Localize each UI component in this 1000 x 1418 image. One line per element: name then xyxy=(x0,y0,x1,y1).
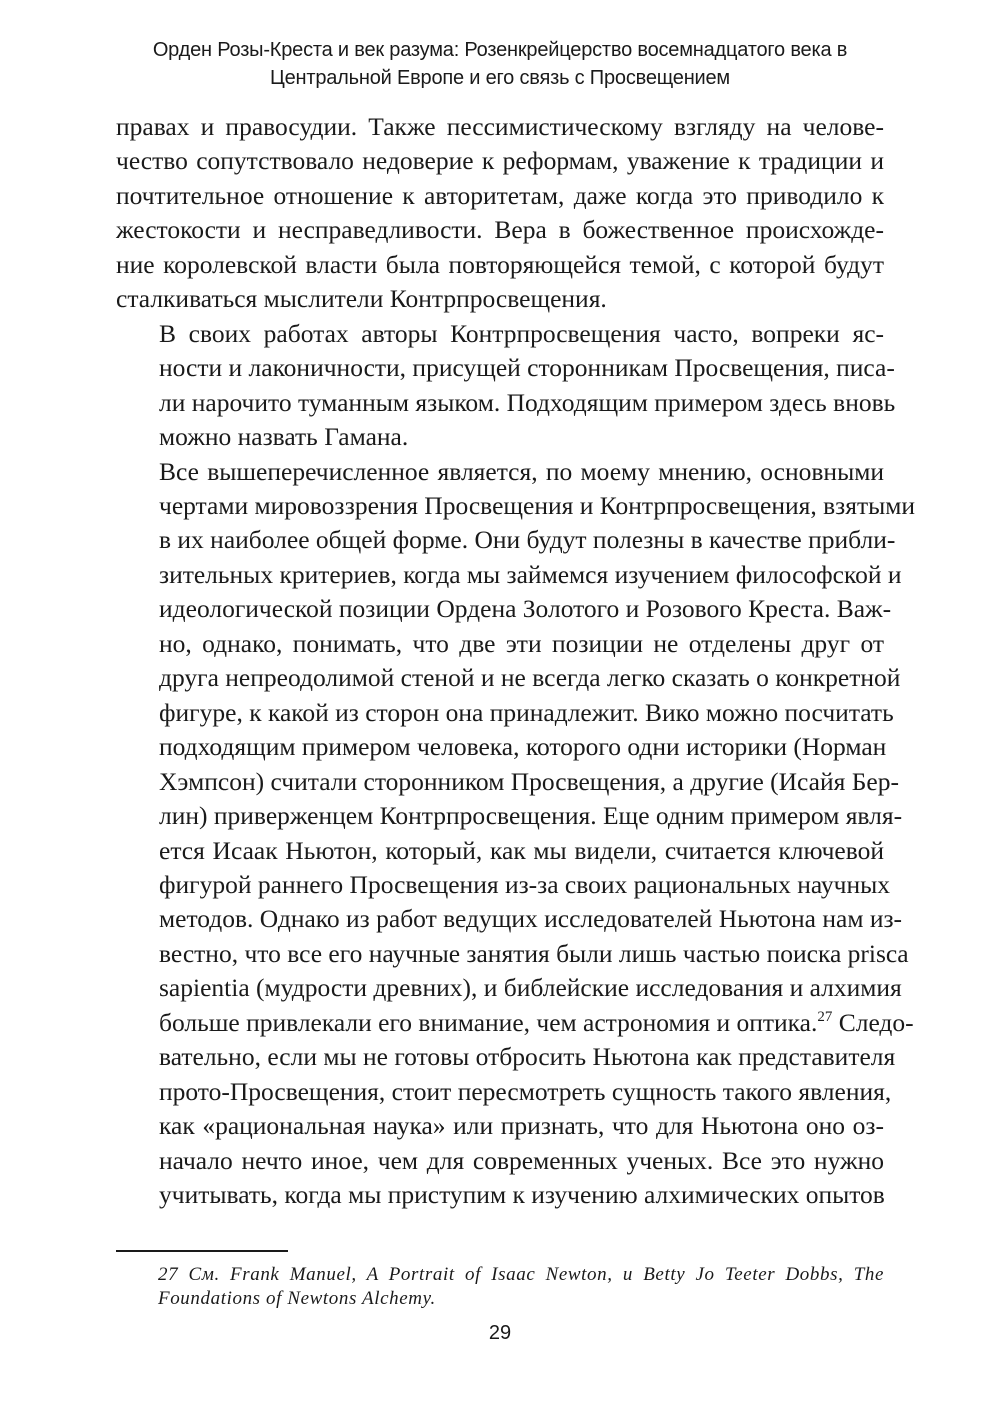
text-segment: больше привлекали его внимание, чем астрономия и оптика. xyxy=(159,1007,818,1037)
footnote-divider xyxy=(116,1250,288,1252)
text-line: ности и лаконичности, присущей сторонникам Просвещения, писа- xyxy=(159,353,895,383)
page-number: 29 xyxy=(488,1322,512,1344)
text-line: фигуре, к какой из сторон она принадлежит. Вико можно посчитать xyxy=(159,697,894,727)
footnote-reference: 27 xyxy=(817,1008,833,1025)
text-line: ется Исаак Ньютон, который, как мы видели, считается ключевой xyxy=(159,835,884,865)
footnote xyxy=(158,1263,884,1311)
paragraph-2 xyxy=(116,317,896,455)
text-line: но, однако, понимать, что две эти позиции не отделены друг от xyxy=(159,628,884,658)
text-line: В своих работах авторы Контрпросвещения часто, вопреки яс- xyxy=(159,318,884,348)
text-line: зительных критериев, когда мы займемся изучением философской и xyxy=(159,559,902,589)
text-line: Все вышеперечисленное является, по моему мнению, основными xyxy=(159,456,884,486)
text-line: идеологической позиции Ордена Золотого и Розового Креста. Важ- xyxy=(159,594,892,624)
paragraph-3 xyxy=(116,455,916,1213)
text-line: чертами мировоззрения Просвещения и Контрпросвещения, взятыми xyxy=(159,490,916,520)
text-line: вательно, если мы не готовы отбросить Ньютона как представителя xyxy=(159,1042,896,1072)
text-line: ли нарочито туманным языком. Подходящим примером здесь вновь xyxy=(159,387,896,417)
text-line: правах и правосудии. Также пессимистическому взгляду на челове- xyxy=(116,112,884,141)
text-line-with-footnote xyxy=(116,1006,914,1040)
text-line: прото-Просвещения, стоит пересмотреть сущность такого явления, xyxy=(159,1076,892,1106)
text-line: учитывать, когда мы приступим к изучению алхимических опытов xyxy=(159,1180,885,1210)
text-line: в их наиболее общей форме. Они будут полезны в качестве прибли- xyxy=(159,525,896,555)
text-line: как «рациональная наука» или признать, что для Ньютона оно оз- xyxy=(159,1111,884,1141)
text-line: подходящим примером человека, которого одни историки (Норман xyxy=(159,732,887,762)
text-line: sapientia (мудрости древних), и библейские исследования и алхимия xyxy=(159,973,902,1003)
running-head-line-1: Орден Розы-Креста и век разума: Розенкрейцерство восемнадцатого века в xyxy=(152,39,848,61)
text-line: вестно, что все его научные занятия были лишь частью поиска prisca xyxy=(159,938,909,968)
text-line: чество сопутствовало недоверие к реформам, уважение к традиции и xyxy=(116,146,884,176)
text-segment: Следо- xyxy=(832,1007,914,1037)
text-line: друга непреодолимой стеной и не всегда легко сказать о конкретной xyxy=(159,663,901,693)
text-line: почтительное отношение к авторитетам, даже когда это приводило к xyxy=(116,180,884,210)
running-head xyxy=(80,36,920,92)
text-line: методов. Однако из работ ведущих исследователей Ньютона нам из- xyxy=(159,904,903,934)
text-line: сталкиваться мыслители Контрпросвещения. xyxy=(116,284,607,314)
running-head-line-2: Центральной Европе и его связь с Просвещением xyxy=(270,67,730,89)
text-line: начало нечто иное, чем для современных ученых. Все это нужно xyxy=(159,1145,884,1175)
text-line: фигурой раннего Просвещения из-за своих рациональных научных xyxy=(159,869,890,899)
text-line: лин) приверженцем Контрпросвещения. Еще одним примером явля- xyxy=(159,801,903,831)
body-text xyxy=(116,110,916,1213)
paragraph-1 xyxy=(116,110,884,317)
text-line: ние королевской власти была повторяющейся темой, с которой будут xyxy=(116,249,884,279)
text-line: жестокости и несправедливости. Вера в божественное происхожде- xyxy=(116,215,884,245)
text-line: Хэмпсон) считали сторонником Просвещения, а другие (Исайя Бер- xyxy=(159,766,899,796)
text-line: можно назвать Гамана. xyxy=(159,422,409,452)
footnote-line: 27 См. Frank Manuel, A Portrait of Isaac Newton, и Betty Jo Teeter Dobbs, The xyxy=(158,1264,884,1285)
footnote-line: Foundations of Newtons Alchemy. xyxy=(158,1288,436,1309)
